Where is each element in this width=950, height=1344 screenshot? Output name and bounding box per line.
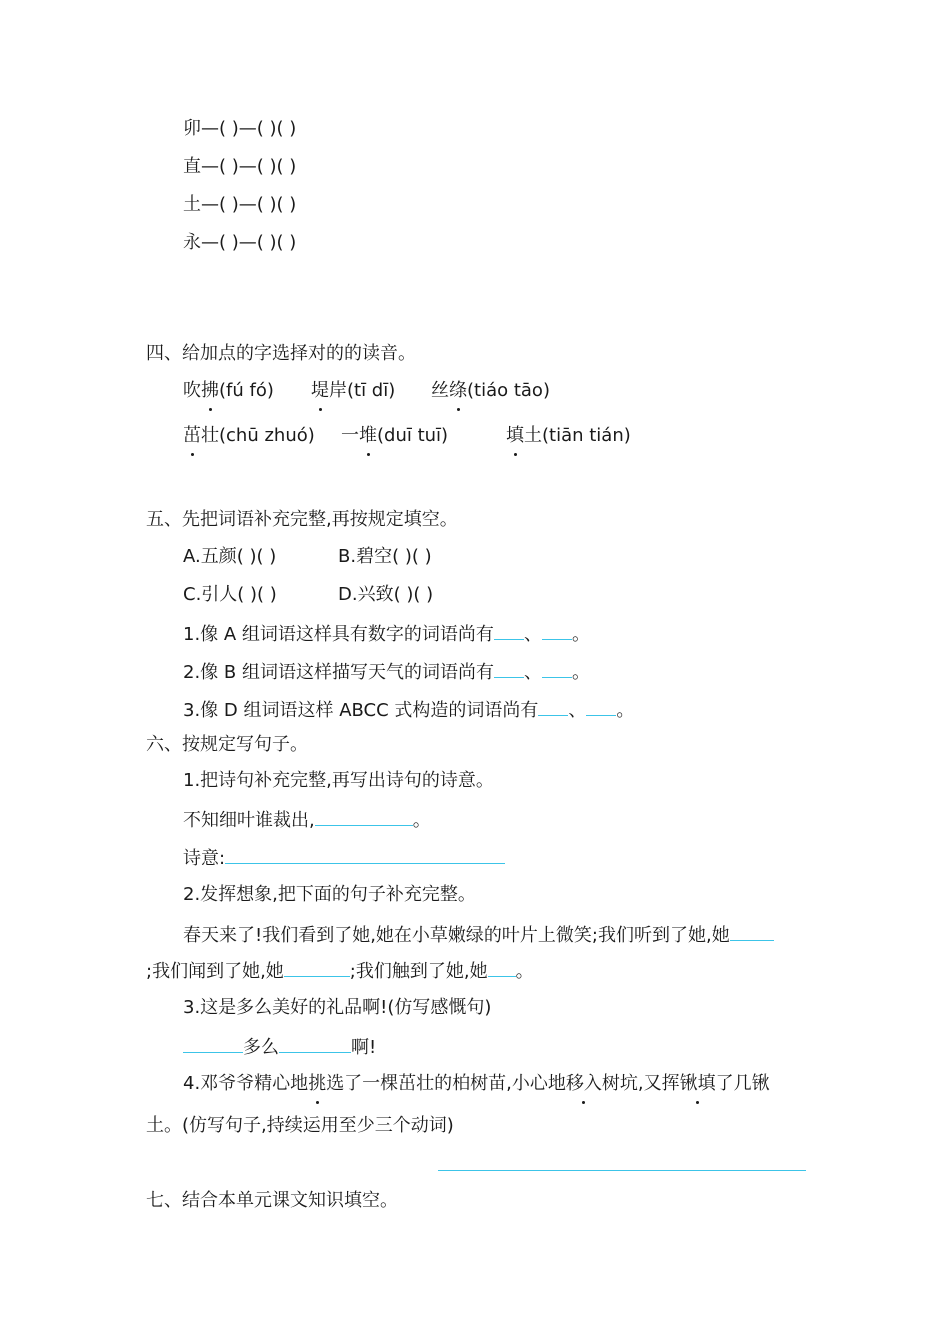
question-6-3: 3.这是多么美好的礼品啊!(仿写感慨句) — [183, 997, 492, 1018]
sentence-text: 春天来了!我们看到了她,她在小草嫩绿的叶片上微笑;我们听到了她,她 — [183, 925, 730, 946]
option-d[interactable]: D.兴致( )( ) — [338, 584, 434, 605]
period: 。 — [571, 624, 590, 645]
pinyin-options: (tiān tián) — [542, 425, 631, 446]
pinyin-options: (duī tuī) — [377, 425, 449, 446]
spring-sentence-line-2 — [146, 958, 534, 984]
question-5-1 — [183, 621, 590, 647]
answer-blank[interactable] — [538, 697, 568, 716]
dotted-verb: 移入 — [565, 1073, 602, 1094]
sentence-text: 树坑,又 — [601, 1073, 662, 1094]
period: 。 — [412, 810, 431, 831]
poem-blank[interactable] — [315, 807, 413, 826]
pinyin-item[interactable] — [183, 424, 315, 448]
pinyin-item[interactable] — [183, 379, 274, 403]
question-6-1: 1.把诗句补充完整,再写出诗句的诗意。 — [183, 770, 494, 791]
row-char: 卯 — [183, 118, 201, 139]
char: 壮 — [201, 425, 219, 446]
char-chain-row — [183, 155, 296, 179]
char: 丝 — [431, 380, 449, 401]
char-chain-row — [183, 193, 296, 217]
dotted-verb: 挥锹填了 — [661, 1073, 734, 1094]
row-blanks[interactable]: —( )—( )( ) — [201, 194, 297, 215]
answer-blank[interactable] — [279, 1034, 351, 1053]
answer-blank[interactable] — [542, 621, 572, 640]
row-blanks[interactable]: —( )—( )( ) — [201, 118, 297, 139]
question-5-3 — [183, 697, 634, 723]
meaning-blank[interactable] — [225, 845, 505, 864]
option-b[interactable]: B.碧空( )( ) — [338, 546, 432, 567]
dotted-char: 填 — [506, 425, 524, 446]
section-6-title: 六、按规定写句子。 — [146, 734, 308, 755]
pinyin-item[interactable] — [341, 424, 448, 448]
char-chain-row — [183, 231, 296, 255]
dotted-verb: 挑 — [308, 1073, 327, 1094]
poem-line — [183, 807, 431, 833]
pinyin-options: (fú fó) — [219, 380, 274, 401]
dotted-char: 茁 — [183, 425, 201, 446]
dotted-char: 绦 — [449, 380, 467, 401]
period: 。 — [616, 700, 635, 721]
sentence-text: 几锹 — [733, 1073, 770, 1094]
meaning-label: 诗意: — [183, 848, 226, 869]
pinyin-item[interactable] — [311, 379, 395, 403]
dotted-char: 堤 — [311, 380, 329, 401]
pinyin-item[interactable] — [431, 379, 550, 403]
question-5-2 — [183, 659, 590, 685]
poem-text: 不知细叶谁裁出, — [183, 810, 315, 831]
question-text: 1.像 A 组词语这样具有数字的词语尚有 — [183, 624, 494, 645]
question-6-4-line-2: 土。(仿写句子,持续运用至少三个动词) — [146, 1115, 454, 1136]
answer-blank[interactable] — [183, 1034, 243, 1053]
sentence-text: 多么 — [243, 1037, 279, 1058]
char: 土 — [524, 425, 542, 446]
question-6-4-line-1 — [183, 1072, 770, 1096]
row-char: 直 — [183, 156, 201, 177]
char: 岸 — [329, 380, 347, 401]
question-text: 2.像 B 组词语这样描写天气的词语尚有 — [183, 662, 494, 683]
char: 一 — [341, 425, 359, 446]
answer-blank[interactable] — [586, 697, 616, 716]
row-blanks[interactable]: —( )—( )( ) — [201, 232, 297, 253]
answer-blank[interactable] — [488, 958, 516, 977]
answer-blank[interactable] — [494, 621, 524, 640]
pinyin-options: (chū zhuó) — [219, 425, 315, 446]
separator: 、 — [523, 624, 542, 645]
dotted-char: 堆 — [359, 425, 377, 446]
separator: 、 — [568, 700, 587, 721]
question-text: 3.像 D 组词语这样 ABCC 式构造的词语尚有 — [183, 700, 539, 721]
period: 。 — [515, 961, 534, 982]
char: 吹 — [183, 380, 201, 401]
answer-line[interactable] — [438, 1170, 806, 1171]
section-5-title: 五、先把词语补充完整,再按规定填空。 — [146, 509, 458, 530]
sentence-text: 选了一棵茁壮的柏树苗,小心地 — [326, 1073, 566, 1094]
meaning-line — [183, 845, 505, 871]
question-6-2: 2.发挥想象,把下面的句子补充完整。 — [183, 884, 476, 905]
sentence-text: 4.邓爷爷精心地 — [183, 1073, 309, 1094]
sentence-text: ;我们闻到了她,她 — [146, 961, 284, 982]
option-a[interactable]: A.五颜( )( ) — [183, 546, 277, 567]
separator: 、 — [523, 662, 542, 683]
row-blanks[interactable]: —( )—( )( ) — [201, 156, 297, 177]
pinyin-item[interactable] — [506, 424, 631, 448]
answer-blank[interactable] — [542, 659, 572, 678]
dotted-char: 拂 — [201, 380, 219, 401]
pinyin-options: (tiáo tāo) — [467, 380, 550, 401]
exclamation-line — [183, 1034, 376, 1060]
section-4-title: 四、给加点的字选择对的的读音。 — [146, 343, 416, 364]
answer-blank[interactable] — [284, 958, 350, 977]
answer-blank[interactable] — [494, 659, 524, 678]
sentence-text: 啊! — [351, 1037, 377, 1058]
row-char: 永 — [183, 232, 201, 253]
period: 。 — [571, 662, 590, 683]
spring-sentence-line-1 — [183, 922, 774, 948]
row-char: 土 — [183, 194, 201, 215]
section-7-title: 七、结合本单元课文知识填空。 — [146, 1190, 398, 1211]
answer-blank[interactable] — [730, 922, 774, 941]
option-c[interactable]: C.引人( )( ) — [183, 584, 277, 605]
sentence-text: ;我们触到了她,她 — [349, 961, 488, 982]
char-chain-row — [183, 117, 296, 141]
pinyin-options: (tī dī) — [347, 380, 396, 401]
